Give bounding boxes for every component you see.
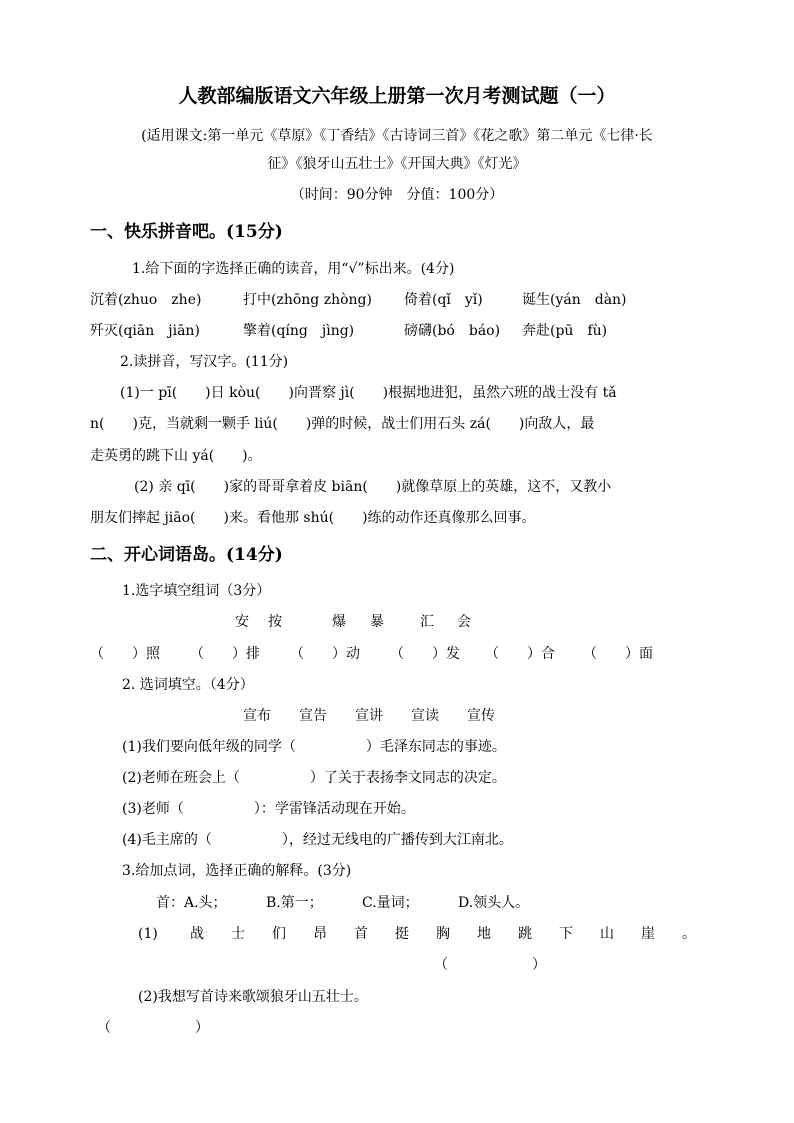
definition-option: C.量词； (362, 895, 419, 911)
s2-q2-item: (3)老师（ ）：学雷锋活动现在开始。 (122, 801, 415, 817)
sentence-char: 挺 (395, 926, 409, 942)
fill-blank: （ ）照 (90, 646, 160, 662)
fill-blank: （ ）排 (190, 646, 260, 662)
sentence-char: 跳 (518, 926, 532, 942)
s1-q2-prompt: 2.读拼音，写汉字。(11分) (120, 354, 289, 370)
pinyin-item: 诞生(yán dàn) (522, 292, 627, 308)
word-choice: 宣告 (299, 708, 327, 724)
s1-q2-p2-line2: 朋友们摔起 jiāo( )来。看他那 shú( )练的动作还真像那么回事。 (90, 510, 536, 526)
s1-q2-p1-line2: n( )克，当就剩一颗手 liú( )弹的时候，战士们用石头 zá( )向敌人，最 (90, 416, 595, 432)
s2-q3-s1-answer-blank: （ ） (434, 957, 546, 973)
choice-char: 汇 (420, 614, 434, 630)
sentence-char: 崖 (641, 926, 655, 942)
s2-q2-item: (2)老师在班会上（ ）了关于表扬李文同志的决定。 (122, 770, 506, 786)
s2-q2-item: (4)毛主席的（ ），经过无线电的广播传到大江南北。 (122, 832, 513, 848)
pinyin-item: 沉着(zhuo zhe) (90, 292, 202, 308)
sentence-char: 士 (231, 926, 245, 942)
choice-char: 暴 (370, 614, 384, 630)
time-and-score: （时间：90分钟 分值：100分） (290, 187, 504, 203)
pinyin-item: 磅礴(bó báo) (404, 323, 501, 339)
sentence-char: 。 (682, 926, 696, 942)
s1-q1-prompt: 1.给下面的字选择正确的读音，用“√”标出来。(4分) (132, 261, 455, 277)
sentence-char: 首 (354, 926, 368, 942)
pinyin-item: 打中(zhōng zhòng) (243, 292, 372, 308)
s2-q3-s1-number: (1) (138, 926, 158, 942)
choice-char: 按 (268, 614, 282, 630)
fill-blank: （ ）动 (290, 646, 360, 662)
fill-blank: （ ）面 (583, 646, 653, 662)
sentence-char: 地 (477, 926, 491, 942)
word-choice: 宣读 (411, 708, 439, 724)
word-choice: 宣布 (243, 708, 271, 724)
choice-char: 会 (457, 614, 471, 630)
s2-q3-s2-sentence: (2)我想写首诗来歌颂狼牙山五壮士。 (138, 989, 368, 1005)
scope-line-1: (适用课文:第一单元《草原》《丁香结》《古诗词三首》《花之歌》第二单元《七律·长 (141, 128, 653, 144)
section-1-heading: 一、快乐拼音吧。(15分) (90, 222, 283, 242)
sentence-char: 们 (272, 926, 286, 942)
s1-q2-p1-line1: (1)一 pī( )日 kòu( )向晋察 jì( )根据地进犯，虽然六班的战士没有 tǎ (120, 385, 617, 401)
s2-q3-prompt: 3.给加点词，选择正确的解释。(3分) (122, 863, 352, 879)
pinyin-item: 擎着(qíng jìng) (243, 323, 355, 339)
pinyin-item: 歼灭(qiān jiān) (90, 323, 200, 339)
definition-option: 首：A.头； (156, 895, 227, 911)
definition-option: B.第一； (266, 895, 323, 911)
page-title: 人教部编版语文六年级上册第一次月考测试题（一） (178, 85, 616, 107)
word-choice: 宣讲 (355, 708, 383, 724)
sentence-char: 山 (600, 926, 614, 942)
fill-blank: （ ）发 (390, 646, 460, 662)
sentence-char: 下 (559, 926, 573, 942)
choice-char: 爆 (332, 614, 346, 630)
s2-q2-item: (1)我们要向低年级的同学（ ）毛泽东同志的事迹。 (122, 739, 506, 755)
section-2-heading: 二、开心词语岛。(14分) (90, 545, 283, 565)
pinyin-item: 倚着(qǐ yǐ) (404, 292, 483, 308)
s1-q2-p2-line1: (2) 亲 qī( )家的哥哥拿着皮 biān( )就像草原上的英雄，这不，又教小 (134, 479, 612, 495)
s2-q2-prompt: 2. 选词填空。（4分） (122, 677, 254, 693)
choice-char: 安 (235, 614, 249, 630)
definition-option: D.领头人。 (458, 895, 530, 911)
s2-q3-s2-answer-blank: （ ） (97, 1020, 209, 1036)
sentence-char: 昂 (313, 926, 327, 942)
s1-q2-p1-line3: 走英勇的跳下山 yá( )。 (90, 448, 262, 464)
sentence-char: 战 (190, 926, 204, 942)
fill-blank: （ ）合 (485, 646, 555, 662)
pinyin-item: 奔赴(pū fù) (522, 323, 608, 339)
scope-line-2: 征》《狼牙山五壮士》《开国大典》《灯光》 (267, 156, 527, 172)
sentence-char: 胸 (436, 926, 450, 942)
s2-q1-prompt: 1.选字填空组词（3分） (122, 583, 271, 599)
word-choice: 宣传 (467, 708, 495, 724)
